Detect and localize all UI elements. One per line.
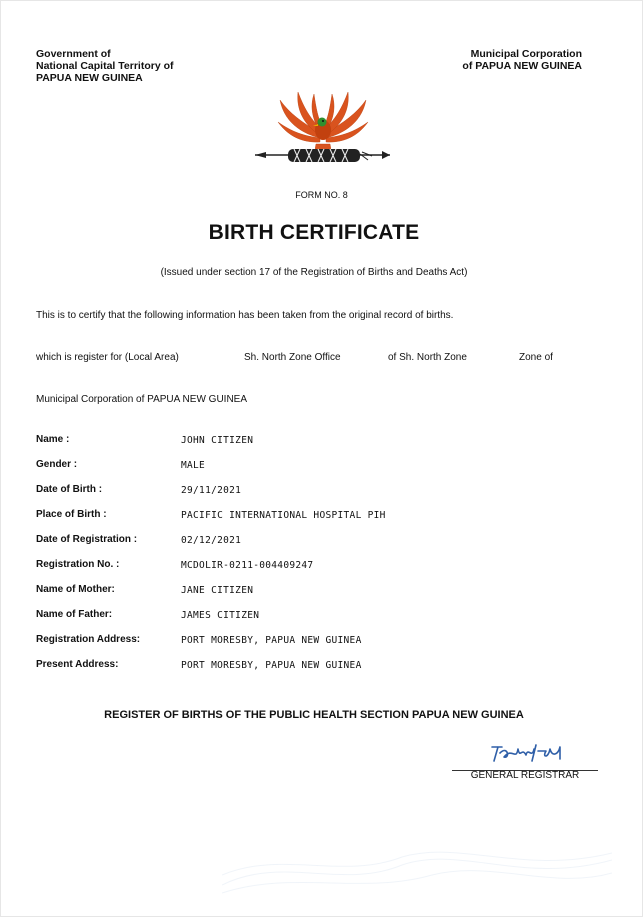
header-right-line: of PAPUA NEW GUINEA: [462, 60, 582, 72]
field-label-present-address: Present Address:: [36, 659, 119, 670]
field-value-registration-no: MCDOLIR-0211-004409247: [181, 560, 314, 571]
local-area-office: Sh. North Zone Office: [244, 352, 341, 363]
field-label-date-of-registration: Date of Registration :: [36, 534, 138, 545]
field-label-father: Name of Father:: [36, 609, 113, 620]
local-area-zone: of Sh. North Zone: [388, 352, 467, 363]
form-number: FORM NO. 8: [295, 190, 348, 200]
header-municipal: [440, 48, 582, 72]
field-label-registration-address: Registration Address:: [36, 634, 141, 645]
certify-statement: This is to certify that the following information has been taken from the original record of births.: [36, 310, 454, 321]
header-government: [36, 48, 174, 84]
header-left-line: National Capital Territory of: [36, 60, 174, 72]
field-label-place-of-birth: Place of Birth :: [36, 509, 107, 520]
field-value-place-of-birth: PACIFIC INTERNATIONAL HOSPITAL PIH: [181, 510, 386, 521]
subtitle: (Issued under section 17 of the Registration of Births and Deaths Act): [160, 267, 468, 278]
register-statement: REGISTER OF BIRTHS OF THE PUBLIC HEALTH SECTION PAPUA NEW GUINEA: [104, 709, 524, 721]
field-label-gender: Gender :: [36, 459, 78, 470]
header-left-line: Government of: [36, 48, 111, 60]
field-label-registration-no: Registration No. :: [36, 559, 120, 570]
local-area-zone-of: Zone of: [519, 352, 553, 363]
page-title: BIRTH CERTIFICATE: [208, 221, 420, 244]
bird-of-paradise-emblem-icon: [250, 88, 395, 180]
field-value-date-of-registration: 02/12/2021: [181, 535, 242, 546]
header-right-line: Municipal Corporation: [470, 48, 582, 60]
municipal-statement: Municipal Corporation of PAPUA NEW GUINEA: [36, 394, 248, 405]
field-value-father: JAMES CITIZEN: [181, 610, 260, 621]
field-value-registration-address: PORT MORESBY, PAPUA NEW GUINEA: [181, 635, 362, 646]
field-value-gender: MALE: [181, 460, 206, 471]
field-label-name: Name :: [36, 434, 70, 445]
header-left-line: PAPUA NEW GUINEA: [36, 72, 143, 84]
signature-icon: [488, 741, 568, 765]
security-watermark: [222, 845, 612, 895]
field-value-present-address: PORT MORESBY, PAPUA NEW GUINEA: [181, 660, 362, 671]
field-label-date-of-birth: Date of Birth :: [36, 484, 103, 495]
field-label-mother: Name of Mother:: [36, 584, 115, 595]
field-value-date-of-birth: 29/11/2021: [181, 485, 242, 496]
field-value-mother: JANE CITIZEN: [181, 585, 254, 596]
local-area-prefix: which is register for (Local Area): [36, 352, 179, 363]
signature-title: GENERAL REGISTRAR: [470, 770, 580, 781]
field-value-name: JOHN CITIZEN: [181, 435, 254, 446]
